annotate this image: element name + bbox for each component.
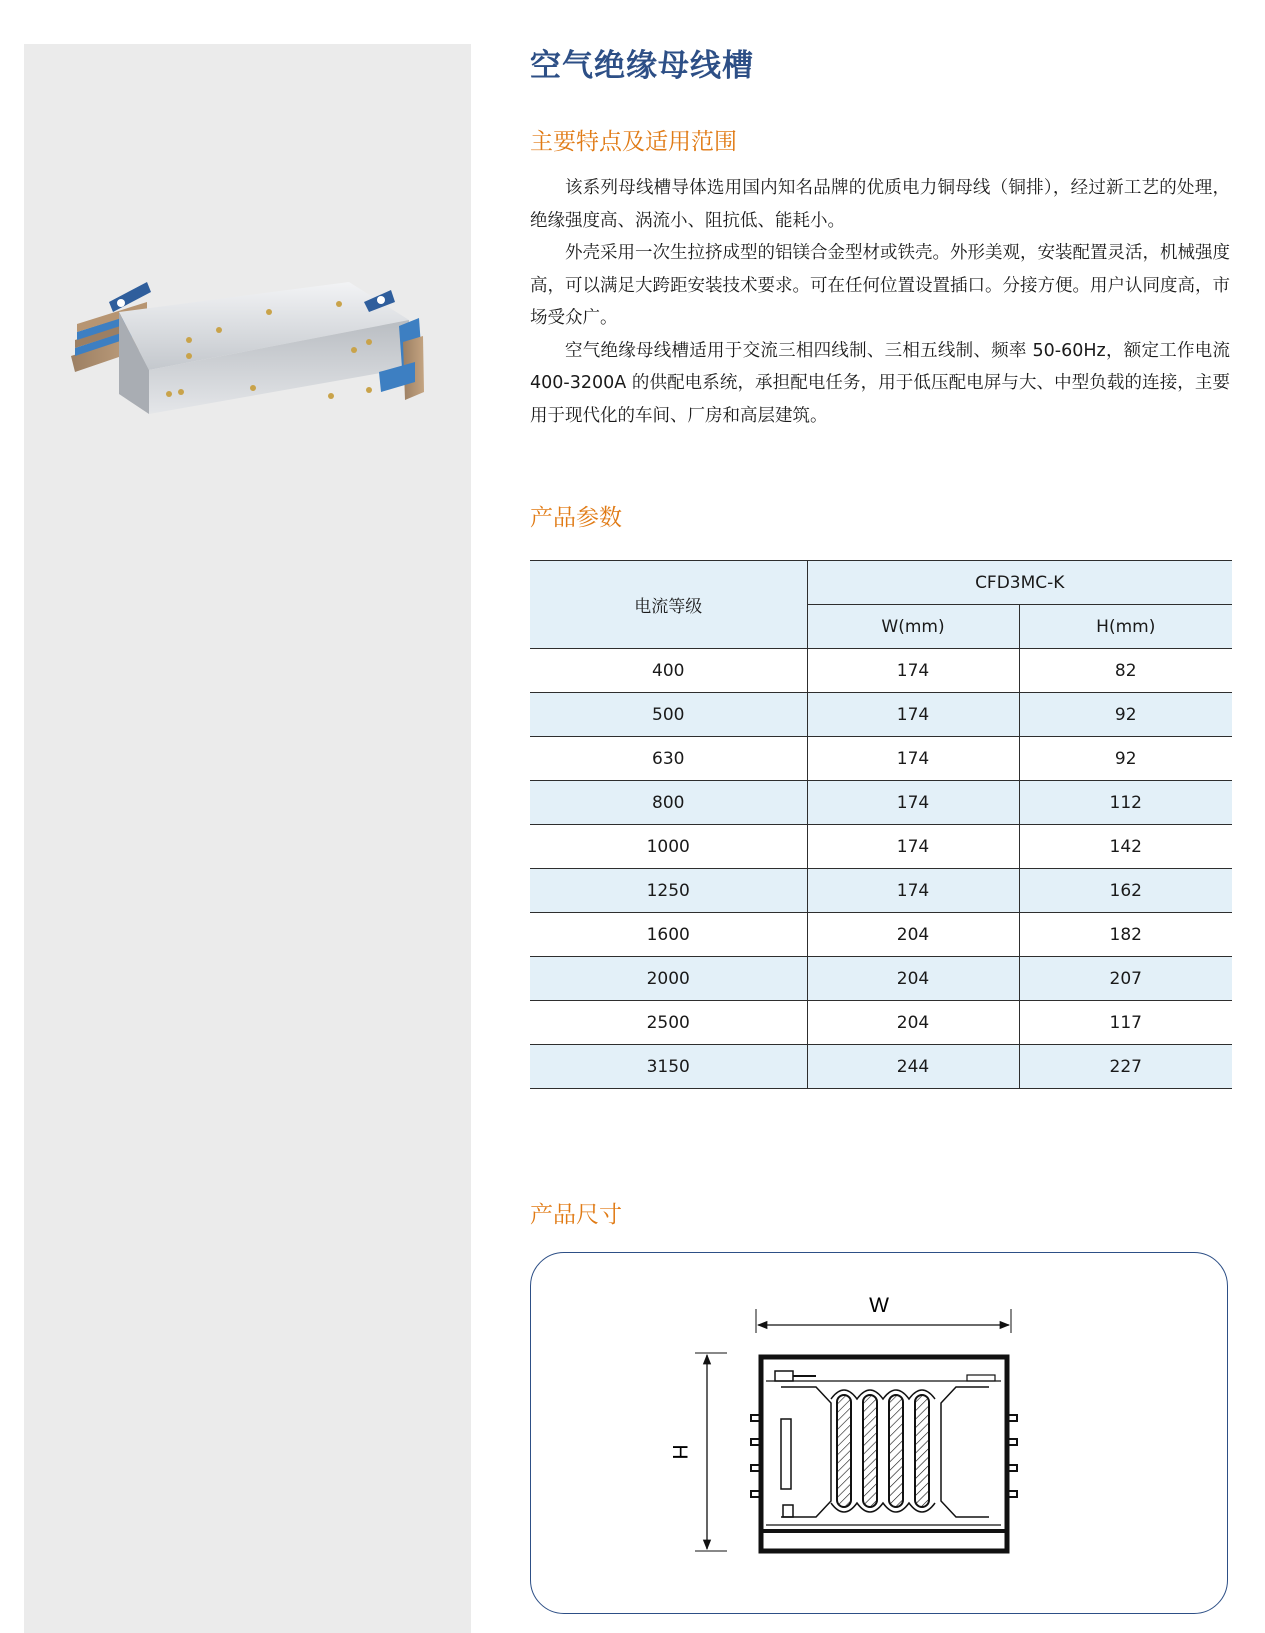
cell-current: 500 xyxy=(530,693,807,737)
features-paragraph-1: 该系列母线槽导体选用国内知名品牌的优质电力铜母线（铜排），经过新工艺的处理，绝缘强度高、涡流小、阻抗低、能耗小。 xyxy=(530,178,1230,231)
table-row xyxy=(530,737,1232,781)
busway-product-image xyxy=(69,282,424,420)
params-table-body xyxy=(530,649,1232,1089)
cell-current: 2000 xyxy=(530,957,807,1001)
cell-height: 142 xyxy=(1019,825,1232,869)
table-row xyxy=(530,1045,1232,1089)
params-table xyxy=(530,560,1232,1089)
cell-current: 1000 xyxy=(530,825,807,869)
cell-height: 117 xyxy=(1019,1001,1232,1045)
features-paragraph-2: 外壳采用一次生拉挤成型的铝镁合金型材或铁壳。外形美观，安装配置灵活，机械强度高，可以满足大跨距安装技术要求。可在任何位置设置插口。分接方便。用户认同度高，市场受众广。 xyxy=(530,243,1230,328)
table-row xyxy=(530,913,1232,957)
busway-cross-section-drawing xyxy=(631,1279,1051,1579)
cell-current: 1600 xyxy=(530,913,807,957)
table-row xyxy=(530,957,1232,1001)
width-label: W xyxy=(869,1294,889,1317)
cell-height: 82 xyxy=(1019,649,1232,693)
features-heading: 主要特点及适用范围 xyxy=(530,129,737,155)
copper-conductors xyxy=(831,1390,935,1512)
cell-current: 800 xyxy=(530,781,807,825)
cell-width: 174 xyxy=(807,869,1019,913)
cell-height: 92 xyxy=(1019,737,1232,781)
cell-current: 2500 xyxy=(530,1001,807,1045)
table-row xyxy=(530,1001,1232,1045)
cell-width: 244 xyxy=(807,1045,1019,1089)
cell-height: 182 xyxy=(1019,913,1232,957)
table-row xyxy=(530,781,1232,825)
params-heading: 产品参数 xyxy=(530,505,622,531)
header-current-level: 电流等级 xyxy=(530,561,807,649)
header-width: W(mm) xyxy=(807,605,1019,649)
table-row xyxy=(530,693,1232,737)
cell-current: 1250 xyxy=(530,869,807,913)
page-title: 空气绝缘母线槽 xyxy=(530,48,754,84)
height-label: H xyxy=(668,1444,691,1460)
cell-width: 174 xyxy=(807,737,1019,781)
cell-current: 400 xyxy=(530,649,807,693)
cell-width: 174 xyxy=(807,781,1019,825)
dimension-diagram-frame xyxy=(530,1252,1228,1614)
cell-current: 630 xyxy=(530,737,807,781)
header-height: H(mm) xyxy=(1019,605,1232,649)
left-side-panel xyxy=(24,44,471,1633)
features-text xyxy=(530,172,1230,432)
table-row xyxy=(530,869,1232,913)
cell-width: 204 xyxy=(807,957,1019,1001)
cell-height: 112 xyxy=(1019,781,1232,825)
cell-height: 162 xyxy=(1019,869,1232,913)
cell-width: 204 xyxy=(807,913,1019,957)
cell-width: 174 xyxy=(807,825,1019,869)
cell-width: 204 xyxy=(807,1001,1019,1045)
table-row xyxy=(530,825,1232,869)
cell-width: 174 xyxy=(807,693,1019,737)
dimensions-heading: 产品尺寸 xyxy=(530,1202,622,1228)
table-row xyxy=(530,649,1232,693)
cell-current: 3150 xyxy=(530,1045,807,1089)
cell-height: 227 xyxy=(1019,1045,1232,1089)
busway-housing xyxy=(751,1357,1017,1551)
cell-height: 92 xyxy=(1019,693,1232,737)
cell-width: 174 xyxy=(807,649,1019,693)
header-series: CFD3MC-K xyxy=(807,561,1232,605)
features-paragraph-3: 空气绝缘母线槽适用于交流三相四线制、三相五线制、频率 50-60Hz，额定工作电流 400-3200A 的供配电系统，承担配电任务，用于低压配电屏与大、中型负载的连接，主要用于现代化的车间、厂房和高层建筑。 xyxy=(530,340,1230,426)
cell-height: 207 xyxy=(1019,957,1232,1001)
